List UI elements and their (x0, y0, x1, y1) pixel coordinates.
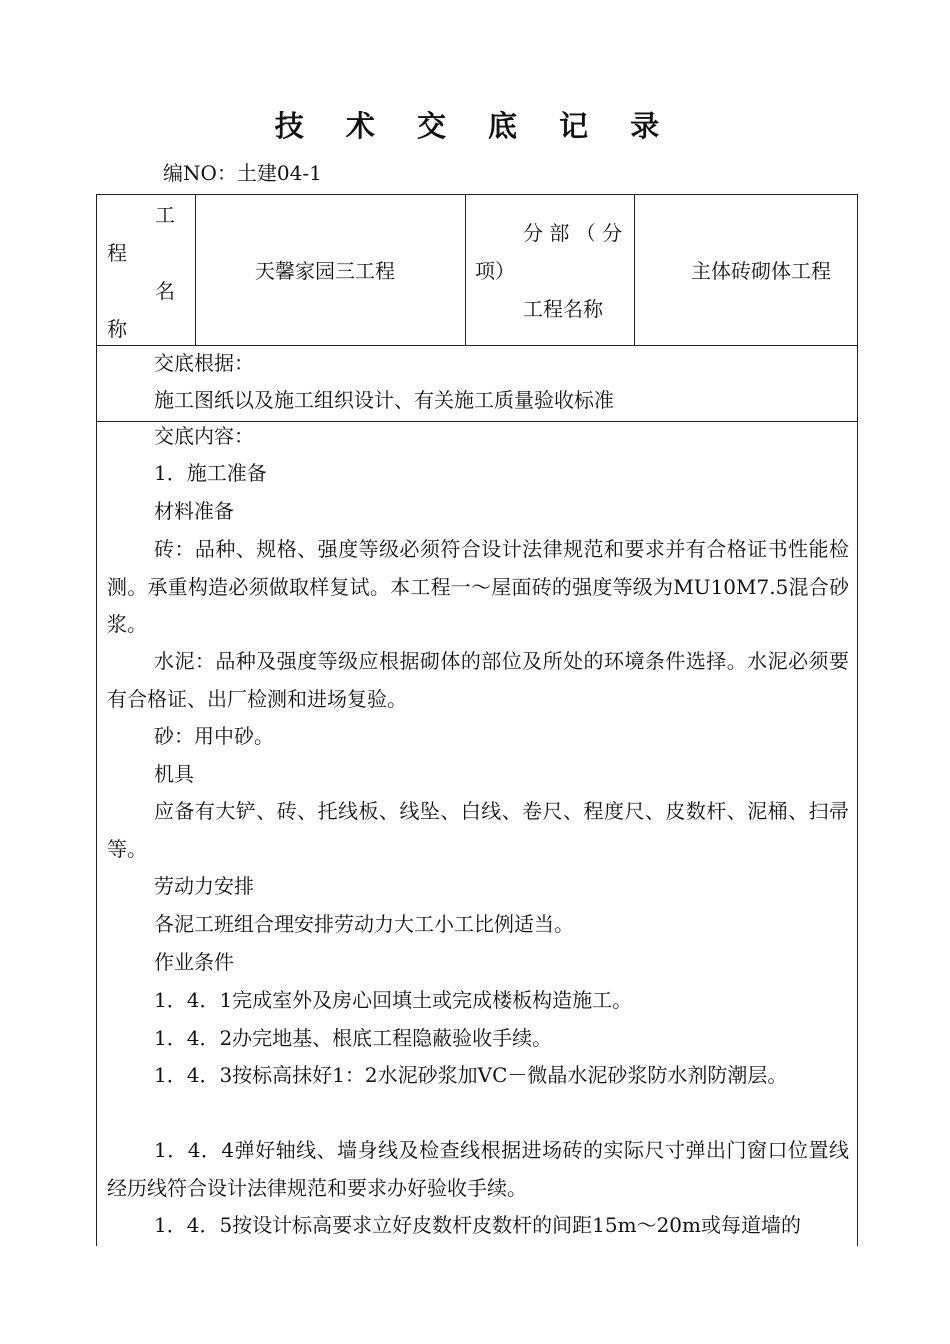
project-label-char: 工 (155, 203, 175, 227)
subproject-label: 分 部 （ 分 (523, 221, 623, 245)
subproject-label: 工程名称 (523, 297, 603, 321)
content-paragraph: 1．4．5按设计标高要求立好皮数杆皮数杆的间距15m～20m或每道墙的 (154, 1213, 802, 1237)
basis-label: 交底根据： (154, 351, 254, 375)
document-number: 编NO：土建04-1 (163, 161, 322, 185)
document-title: 技 术 交 底 记 录 (274, 109, 676, 143)
content-line: 1．4．1完成室外及房心回填土或完成楼板构造施工。 (154, 988, 633, 1012)
subproject-label: 项） (475, 259, 515, 283)
record-table (96, 194, 858, 1246)
content-line: 1．施工准备 (154, 461, 267, 485)
divider (465, 195, 466, 346)
content-line: 各泥工班组合理安排劳动力大工小工比例适当。 (154, 912, 574, 936)
project-label-char: 程 (107, 241, 127, 265)
basis-text: 施工图纸以及施工组织设计、有关施工质量验收标准 (154, 388, 614, 412)
content-paragraph: 砖：品种、规格、强度等级必须符合设计法律规范和要求并有合格证书性能检测。承重构造必须做取样复试。本工程一～屋面砖的强度等级为MU10M7.5混合砂浆。 (107, 537, 849, 636)
project-label-char: 称 (107, 317, 127, 341)
content-line: 机具 (154, 762, 194, 786)
subproject-name: 主体砖砌体工程 (691, 259, 831, 283)
project-label-char: 名 (155, 279, 175, 303)
content-line: 劳动力安排 (154, 874, 254, 898)
content-paragraph: 1．4．3按标高抹好1：2水泥砂浆加VC－微晶水泥砂浆防水剂防潮层。 (154, 1063, 788, 1087)
content-line: 作业条件 (154, 950, 234, 974)
content-line: 材料准备 (154, 499, 234, 523)
content-paragraph: 1．4．4弹好轴线、墙身线及检查线根据进场砖的实际尺寸弹出门窗口位置线经历线符合设计法律规范和要求办好验收手续。 (107, 1138, 849, 1200)
divider (634, 195, 635, 346)
content-paragraph: 应备有大铲、砖、托线板、线坠、白线、卷尺、程度尺、皮数杆、泥桶、扫帚等。 (107, 799, 849, 861)
project-name: 天馨家园三工程 (255, 259, 395, 283)
content-paragraph: 水泥：品种及强度等级应根据砌体的部位及所处的环境条件选择。水泥必须要有合格证、出厂检测和进场复验。 (107, 649, 849, 711)
divider (195, 195, 196, 346)
content-line: 砂：用中砂。 (154, 724, 274, 748)
content-line: 1．4．2办完地基、根底工程隐蔽验收手续。 (154, 1026, 553, 1050)
content-label: 交底内容： (154, 424, 254, 448)
